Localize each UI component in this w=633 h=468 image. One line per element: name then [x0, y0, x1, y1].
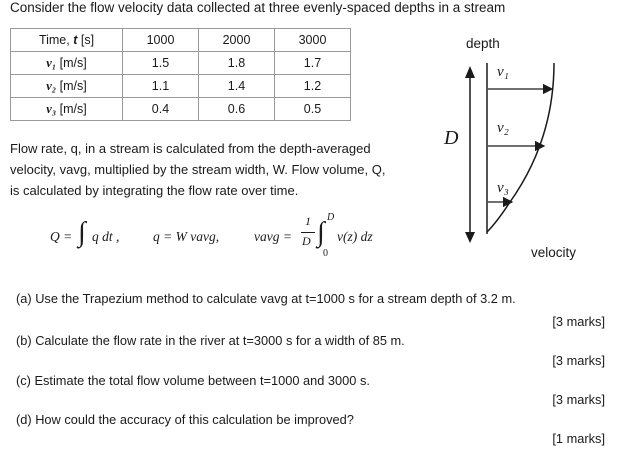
intro-text: Consider the flow velocity data collected at three evenly-spaced depths in a stream	[10, 0, 506, 15]
table-cell: 1.2	[275, 75, 351, 98]
integral-sign-icon: ∫	[78, 217, 86, 248]
table-cell: 2000	[199, 29, 275, 52]
marks-a: [3 marks]	[552, 314, 605, 329]
paragraph-line-2: velocity, vavg, multiplied by the stream width, W. Flow volume, Q,	[10, 162, 386, 177]
table-cell: 1.8	[199, 52, 275, 75]
depth-D-label: D	[444, 127, 459, 149]
depth-arrow-head-top-icon	[465, 66, 475, 78]
time-unit: [s]	[77, 33, 95, 47]
question-b: (b) Calculate the flow rate in the river at t=3000 s for a width of 85 m.	[16, 333, 405, 348]
fraction-denominator: D	[302, 234, 311, 248]
time-label: Time,	[38, 33, 74, 47]
table-cell: 1000	[123, 29, 199, 52]
table-cell: 1.5	[123, 52, 199, 75]
table-cell: 0.6	[199, 98, 275, 121]
row-unit: [m/s]	[56, 101, 87, 116]
depth-label: depth	[466, 36, 500, 51]
depth-arrow-head-bottom-icon	[465, 232, 475, 243]
v3-label: v₃	[497, 180, 509, 196]
row-symbol: v₁	[46, 55, 57, 70]
table-cell: 0.4	[123, 98, 199, 121]
row-unit: [m/s]	[56, 78, 87, 93]
marks-d: [1 marks]	[552, 431, 605, 446]
table-cell: 1.1	[123, 75, 199, 98]
table-cell: 3000	[275, 29, 351, 52]
velocity-label: velocity	[531, 245, 577, 260]
paragraph-line-3: is calculated by integrating the flow rate over time.	[10, 183, 299, 198]
marks-c: [3 marks]	[552, 392, 605, 407]
formula-q: q = W vavg,	[153, 229, 220, 244]
row-symbol: v₃	[46, 101, 57, 116]
formula-Q-rhs: q dt ,	[92, 229, 120, 244]
v2-label: v₂	[497, 120, 509, 136]
formula-vavg-lhs: vavg =	[254, 229, 292, 244]
question-d: (d) How could the accuracy of this calculation be improved?	[16, 412, 354, 427]
marks-b: [3 marks]	[552, 353, 605, 368]
fraction-numerator: 1	[305, 214, 311, 228]
paragraph-line-1: Flow rate, q, in a stream is calculated from the depth-averaged	[10, 141, 371, 156]
table-cell: 1.4	[199, 75, 275, 98]
integral-upper-limit: D	[327, 212, 335, 223]
time-symbol: t	[73, 33, 78, 47]
formula-vavg-rhs: v(z) dz	[337, 229, 373, 244]
question-a: (a) Use the Trapezium method to calculate vavg at t=1000 s for a stream depth of 3.2 m.	[16, 291, 516, 306]
table-cell: 1.7	[275, 52, 351, 75]
question-c: (c) Estimate the total flow volume between t=1000 and 3000 s.	[16, 373, 370, 388]
v1-label: v₁	[497, 64, 509, 80]
integral-lower-limit: 0	[323, 248, 328, 259]
row-symbol: v₂	[46, 78, 57, 93]
formula-Q-lhs: Q =	[50, 229, 73, 244]
row-unit: [m/s]	[56, 55, 87, 70]
table-cell: 0.5	[275, 98, 351, 121]
integral-sign-icon: ∫	[317, 217, 325, 248]
